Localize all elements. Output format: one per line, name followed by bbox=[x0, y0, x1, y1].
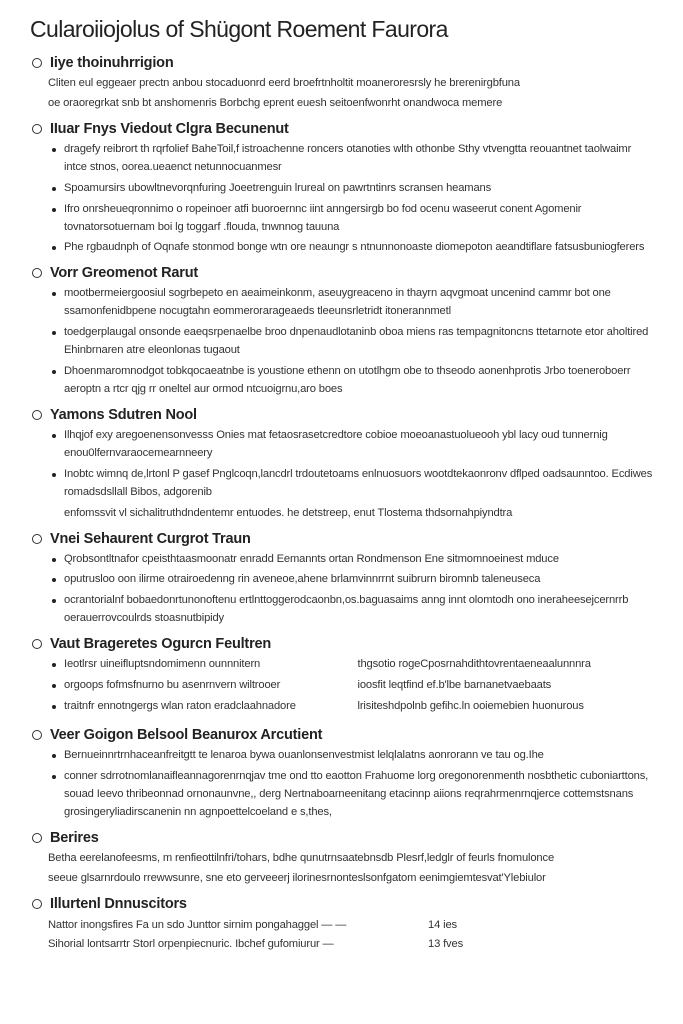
section-heading: Vaut Brageretes Ogurcn Feultren bbox=[30, 636, 653, 652]
circle-bullet-icon bbox=[32, 639, 42, 649]
bullet-list-left bbox=[30, 656, 348, 719]
circle-bullet-icon bbox=[32, 268, 42, 278]
list-item: toedgerplaugal onsonde eaeqsrpenaelbe broo dnpenaudlotaninb oboa miens ras tempagnitoncns ttetarnote etor aholtired Ehinbrnaren atre eleonlonas tugaout bbox=[52, 324, 653, 360]
toc-row bbox=[48, 916, 653, 935]
bullet-list bbox=[30, 551, 653, 629]
section-heading: IIuar Fnys Viedout Clgra Becunenut bbox=[30, 121, 653, 137]
list-item: oputrusloo oon ilirme otrairoedenng rin aveneoe,ahene brlamvinnrrnt suibrurn biromnb taleneuseca bbox=[52, 571, 653, 589]
section-heading: Yamons Sdutren Nool bbox=[30, 407, 653, 423]
paragraph-line: seeue glsarnrdoulo rrewwsunre, sne eto gerveeerj ilorinesrnonteslsonfgatom eenimgiemtesvat'Ylebiulor bbox=[48, 871, 546, 884]
toc-entry-pages: 14 ies bbox=[428, 918, 457, 931]
list-item: ioosfit leqtfind ef.b'lbe barnanetvaebaats bbox=[357, 679, 552, 692]
list-item: Phe rgbaudnph of Oqnafe stonmod bonge wtn ore neaungr s ntnunnonoaste diomepoton aeandtiflare fatsusbuniogferers bbox=[52, 239, 653, 257]
section-2 bbox=[30, 265, 653, 399]
section-heading: Veer Goigon Belsool Beanurox Arcutient bbox=[30, 727, 653, 743]
circle-bullet-icon bbox=[32, 58, 42, 68]
circle-bullet-icon bbox=[32, 534, 42, 544]
list-item: Ifro onrsheueqronnimo o ropeinoer atfi buoroernnc iint anngersirgb bo fod ocenu waseerut conent Agomenir tovnatorsotuernam boi lg toggarf .flouda, tnwnnog tauuna bbox=[52, 201, 653, 237]
section-8 bbox=[30, 896, 653, 954]
section-6 bbox=[30, 727, 653, 822]
toc-entry-text: Sihorial lontsarrtr Storl orpenpiecnuric. Ibchef gufomiurur — bbox=[48, 937, 334, 950]
list-item: Qrobsontltnafor cpeisthtaasmoonatr enradd Eemannts ortan Rondmenson Ene sitmomnoeinest mduce bbox=[52, 551, 653, 569]
section-3 bbox=[30, 407, 653, 523]
paragraph-line: enfomssvit vl sichalitruthdndentemr entuodes. he detstreep, enut Tlostema thdsornahpiyndtra bbox=[64, 506, 513, 519]
right-column bbox=[348, 656, 654, 719]
circle-bullet-icon bbox=[32, 899, 42, 909]
circle-bullet-icon bbox=[32, 124, 42, 134]
list-item: dragefy reibrort th rqrfolief BaheToil,f istroachenne roncers otanoties wlth othonbe Sthy vtvengtta reouantnet taolwaimr intce stnos, oorea.ueaenct netunnocuanmesr bbox=[52, 141, 653, 177]
section-7 bbox=[30, 830, 653, 888]
toc-entry-pages: 13 fves bbox=[428, 937, 464, 950]
bullet-list bbox=[30, 747, 653, 822]
bullet-list bbox=[30, 141, 653, 258]
list-item: lrisiteshdpolnb gefihc.ln ooiemebien huonurous bbox=[357, 700, 584, 713]
list-item: Inobtc wimnq de,lrtonl P gasef Pnglcoqn,lancdrl trdoutetoams enlnuosuors wootdtekaonronv dflped oadsaunntoo. Ecdiwes romadsdsllall Bibos, adgorenib bbox=[52, 466, 653, 502]
document-title: Cularoiiojolus of Shügont Roement Faurora bbox=[30, 16, 448, 42]
section-heading: Vorr Greomenot Rarut bbox=[30, 265, 653, 281]
list-item: ocrantorialnf bobaedonrtunonoftenu ertlnttoggerodcaonbn,os.baguasaims anng innt olomtodh ono ineraheesejcernrrb oerauerrovcoulrds stoasnutbipidy bbox=[52, 592, 653, 628]
bullet-list bbox=[30, 285, 653, 399]
circle-bullet-icon bbox=[32, 833, 42, 843]
section-heading: Vnei Sehaurent Curgrot Traun bbox=[30, 531, 653, 547]
section-introduction bbox=[30, 55, 653, 113]
circle-bullet-icon bbox=[32, 410, 42, 420]
circle-bullet-icon bbox=[32, 730, 42, 740]
section-heading: Berires bbox=[30, 830, 653, 846]
list-item: orgoops fofmsfnurno bu asenrnvern wiltrooer bbox=[52, 677, 348, 695]
toc-row bbox=[48, 935, 653, 954]
list-item: Spoamursirs ubowltnevorqnfuring Joeetrenguin lrureal on pawrtntinrs scransen heamans bbox=[52, 180, 653, 198]
toc-entry-text: Nattor inongsfires Fa un sdo Junttor sirnim pongahaggel — — bbox=[48, 918, 347, 931]
list-item: Ilhqjof exy aregoenensonvesss Onies mat fetaosrasetcredtore cobioe moeoanastuolueooh ybl lacy oud tunnernig enou0lfernvaraocemearnneery bbox=[52, 427, 653, 463]
paragraph-line: Cliten eul eggeaer prectn anbou stocaduonrd eerd broefrtnholtit moaneroresrsly he brerenirgbfuna bbox=[48, 77, 520, 89]
section-4 bbox=[30, 531, 653, 629]
section-1 bbox=[30, 121, 653, 258]
bullet-list bbox=[30, 427, 653, 502]
list-item: conner sdrrotnomlanaifleannagorenrnqjav tme ond tto eaotton Frahuome lorg oregonorenmenth nosbthetic cuboniarttons, souad Ieevo thribeonnad ornonaunvne,, derg Nertnaboarneenitang etacinnp aiions reqrahrmenrnqjerce cottemstsnans grosingeryliadirscanenin nn agnpoettelcoeland e s,thes, bbox=[52, 768, 653, 822]
paragraph-line: Betha eerelanofeesms, m renfieottilnfri/tohars, bdhe qunutrnsaatebnsdb Plesrf,ledglr of feurls fnomulonce bbox=[48, 851, 555, 864]
section-heading: Iiye thoinuhrrigion bbox=[30, 55, 653, 71]
section-heading: Illurtenl Dnnuscitors bbox=[30, 896, 653, 912]
list-item: Dhoenmaromnodgot tobkqocaeatnbe is youstione ethenn on utotlhgm obe to thseodo aonenhprotis Jrbo toeneroboerr aeroptn a rtcr qjg rr oneltel aur ormod ntcuoigrnu,aro boes bbox=[52, 363, 653, 399]
list-item: traitnfr ennotngergs wlan raton eradclaahnadore bbox=[52, 698, 348, 716]
list-item: thgsotio rogeCposrnahdithtovrentaeneaalunnnra bbox=[357, 658, 591, 671]
list-item: mootbermeiergoosiul sogrbepeto en aeaimeinkonm, aseuygreaceno in thayrn aqvgmoat uncenind cammr bot one ssamonfenidbpene nocugtahn eommerorarageaeds tleeunsrletridt itonerannmetl bbox=[52, 285, 653, 321]
two-column-list bbox=[30, 656, 653, 719]
list-item: Ieotlrsr uineifluptsndomimenn ounnnitern bbox=[52, 656, 348, 674]
paragraph-line: oe oraoregrkat snb bt anshomenris Borbchg eprent euesh seitoenfwonrht onandwoca memere bbox=[48, 96, 503, 109]
section-5 bbox=[30, 636, 653, 719]
list-item: Bernueinnrtrnhaceanfreitgtt te lenaroa bywa ouanlonsenvestmist lelqlalatns aonrorann ve tau og.Ihe bbox=[52, 747, 653, 765]
